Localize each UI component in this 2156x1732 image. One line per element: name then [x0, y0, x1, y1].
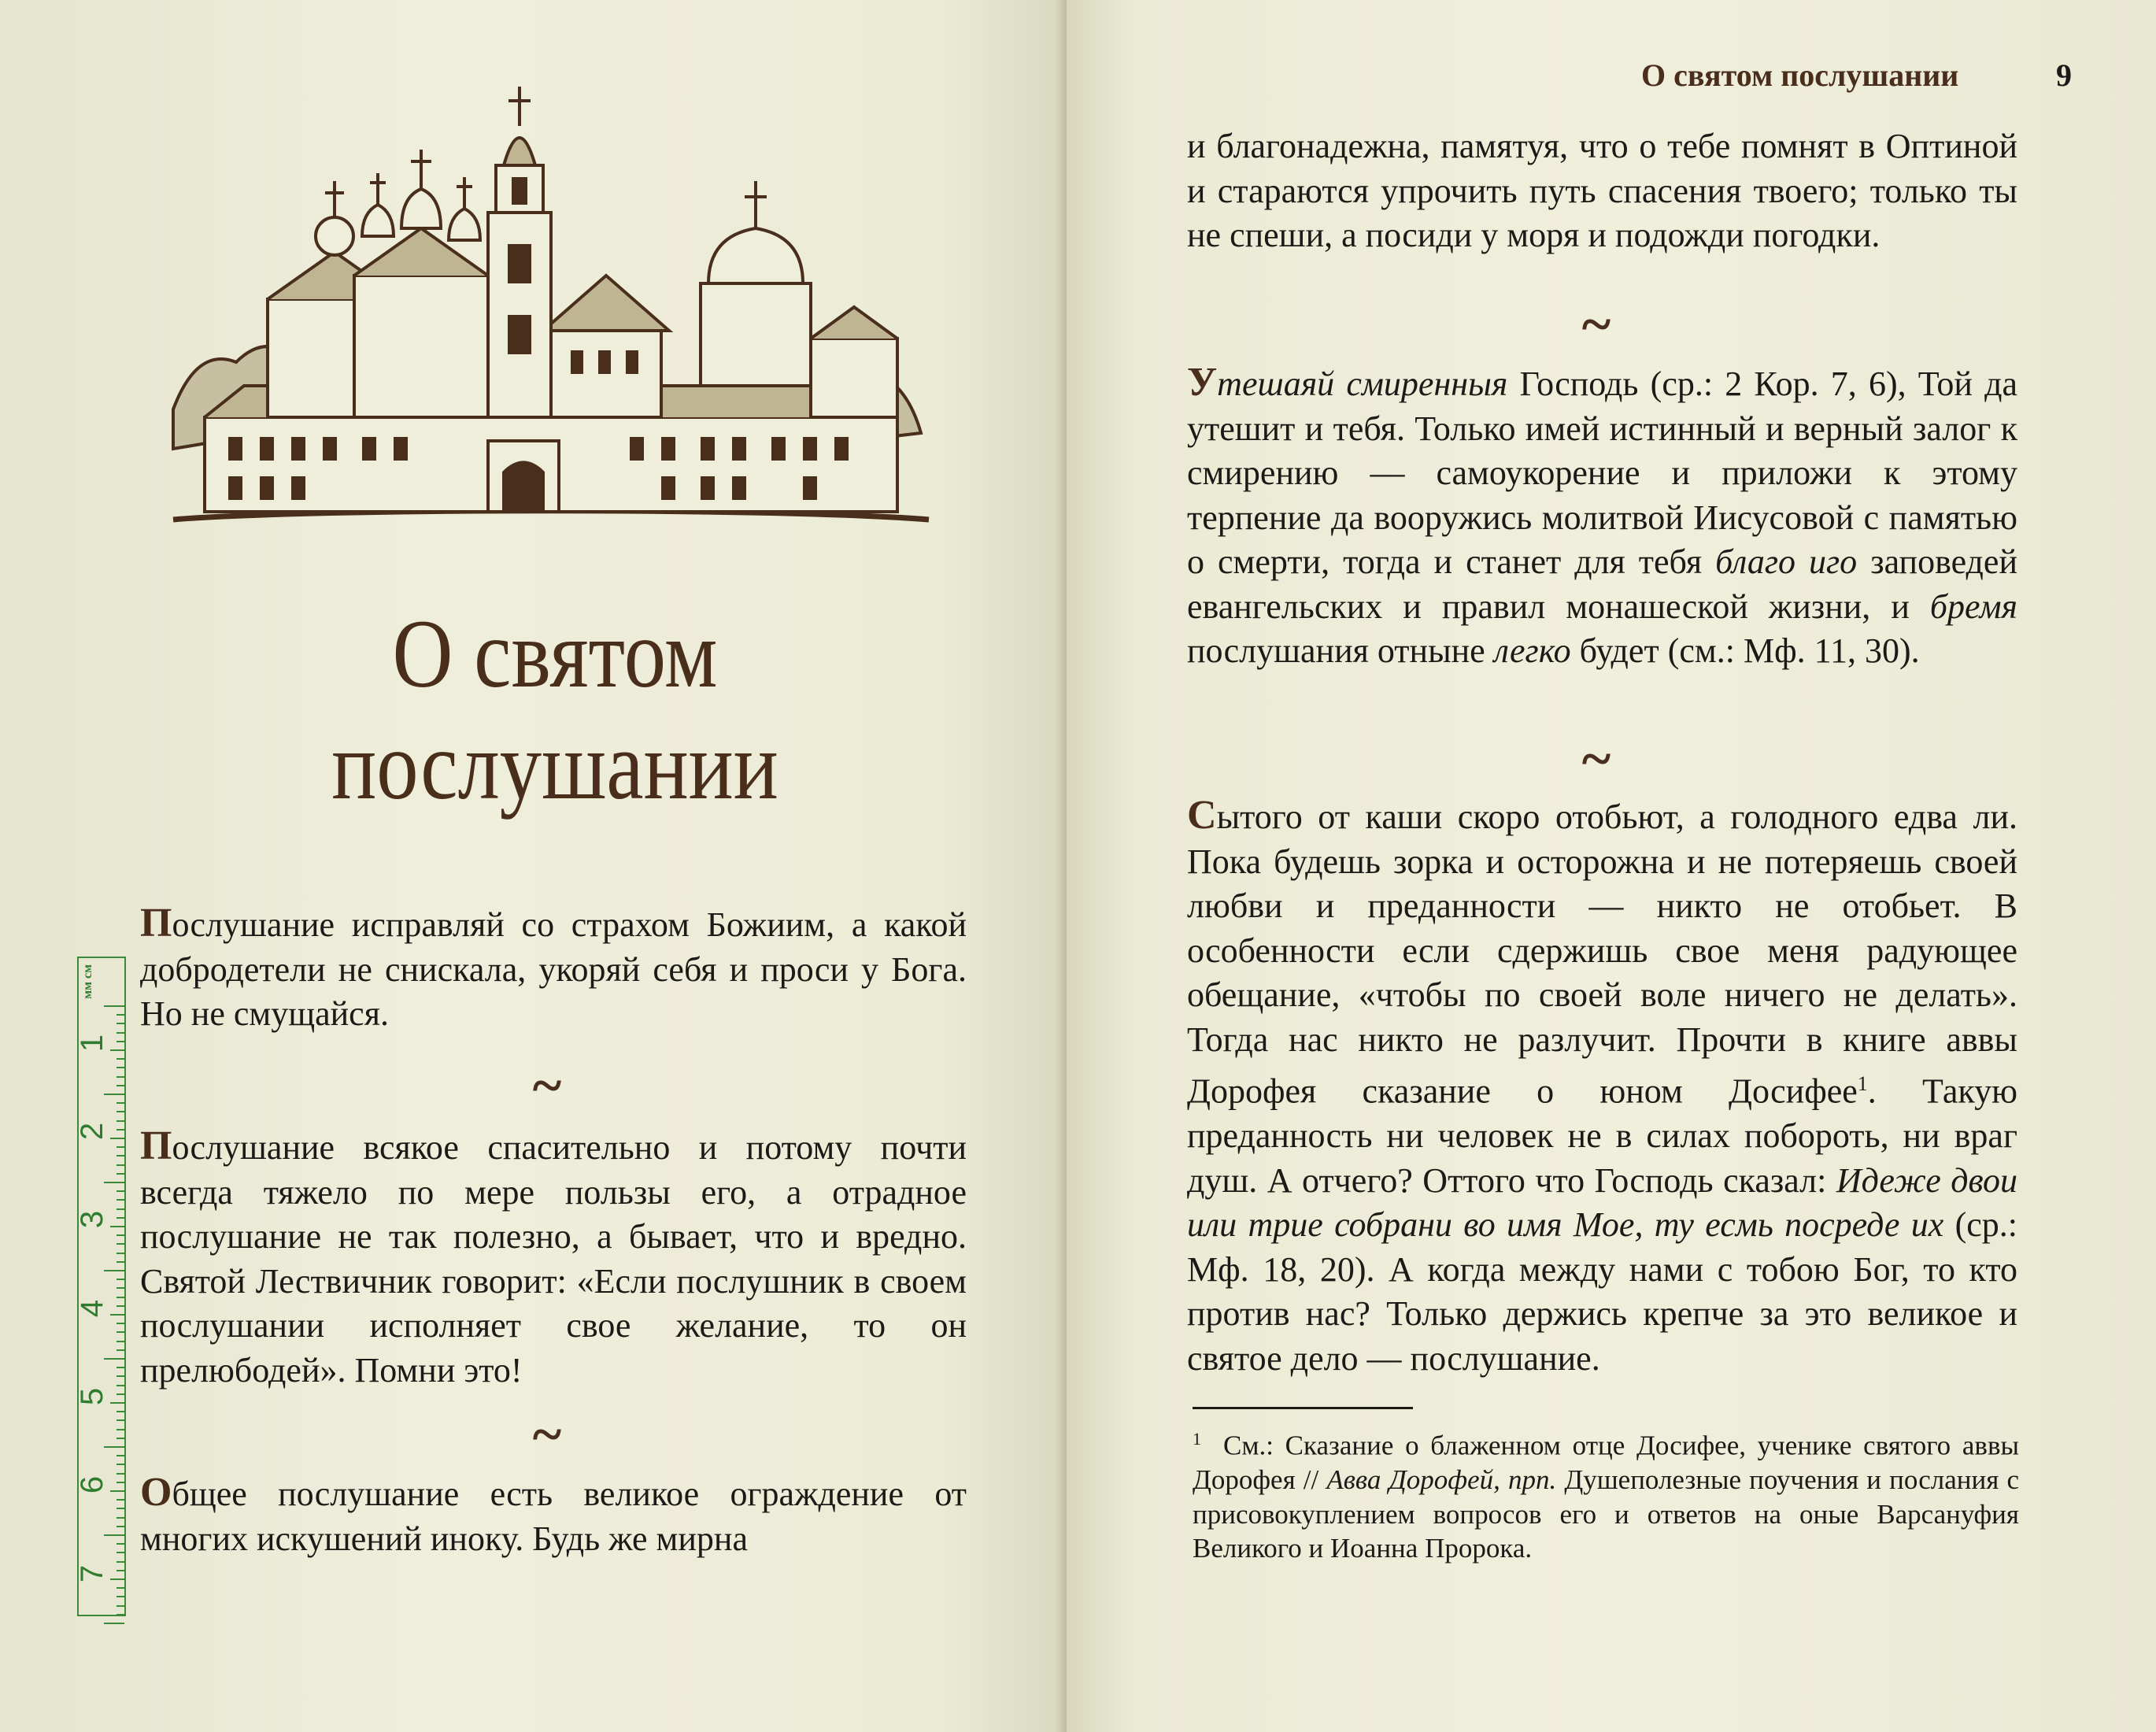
ruler-number: 4: [75, 1299, 110, 1318]
ruler-tick: [116, 1411, 124, 1412]
ruler-tick: [116, 1614, 124, 1615]
ruler-number: 5: [75, 1387, 110, 1406]
ruler-tick: [116, 1253, 124, 1254]
ruler-tick: [116, 1323, 124, 1324]
ruler-tick: [110, 1226, 124, 1227]
footnote: [1193, 1422, 2019, 1566]
separator-tilde: ~: [532, 1404, 562, 1465]
ruler-tick: [116, 1508, 124, 1509]
drop-initial: С: [1187, 793, 1217, 838]
ruler-number: 7: [75, 1564, 110, 1583]
ruler-tick: [104, 1358, 124, 1360]
ruler-tick: [116, 1385, 124, 1386]
ruler-tick: [110, 1138, 124, 1139]
italic-quote: тешаяй смиренныя: [1217, 365, 1508, 403]
ruler-tick: [116, 1041, 124, 1042]
ruler-tick: [116, 1146, 124, 1148]
ruler-tick: [110, 1402, 124, 1404]
paragraph-1: [140, 901, 967, 1037]
paragraph-5: [1187, 794, 2017, 1381]
drop-initial: У: [1187, 360, 1218, 405]
footnote-text: См.: Сказание о блаженном отце Досифее, ученике святого аввы Дорофея //: [1193, 1430, 2019, 1496]
ruler-tick: [116, 1482, 124, 1483]
ruler-tick: [116, 1102, 124, 1104]
paragraph-text: ослушание всякое спасительно и потому почти всегда тяжело по мере пользы его, а отрадное послушание не так полезно, а бывает, что и вредно. Святой Лествичник говорит: «Если послушник в своем послушании исполняет свое желание, то он прелюбодей». Помни это!: [140, 1128, 967, 1390]
ruler-tick: [110, 1490, 124, 1492]
running-title: О святом послушании: [1641, 57, 1959, 93]
ruler-tick: [104, 1534, 124, 1536]
ruler-tick: [116, 1349, 124, 1351]
ruler-tick: [116, 1429, 124, 1430]
ruler-tick: [116, 1305, 124, 1307]
paragraph-2: [140, 1124, 967, 1393]
ruler-tick: [116, 1561, 124, 1563]
ruler-tick: [116, 1234, 124, 1236]
paragraph-4: [1187, 361, 2017, 674]
paragraph-text: и благонадежна, памятуя, что о тебе помнят в Оптиной и стараются упрочить путь спасения твоего; только ты не спеши, а посиди у моря и подожди погодки.: [1187, 127, 2017, 254]
ruler-tick: [116, 1367, 124, 1368]
italic-quote: Идеже двои или трие собрани во имя Мое, ту есмь посреде их: [1187, 1160, 2017, 1245]
ruler-tick: [116, 1473, 124, 1475]
chapter-title-line-2: послушании: [331, 712, 778, 820]
footnote-rule: [1193, 1407, 1413, 1409]
ruler-tick: [104, 1182, 124, 1183]
ruler-tick: [116, 1552, 124, 1553]
ruler-tick: [116, 1208, 124, 1210]
paragraph-text: послушания отныне: [1187, 631, 1494, 670]
ruler-tick: [104, 1270, 124, 1271]
paragraph-text: ослушание исправляй со страхом Божиим, а какой добродетели не снискала, укоряй себя и проси у Бога. Но не смущайся.: [140, 905, 967, 1033]
ruler-tick: [116, 1058, 124, 1060]
page-number: 9: [2056, 57, 2072, 93]
monastery-illustration: [157, 79, 945, 535]
italic-quote: бремя: [1929, 587, 2017, 626]
ruler-tick: [104, 1094, 124, 1095]
drop-initial: П: [140, 901, 172, 946]
ruler-tick: [116, 1438, 124, 1439]
ruler-tick: [104, 1005, 124, 1007]
left-page: [0, 0, 1067, 1732]
separator-tilde: ~: [532, 1056, 562, 1116]
ruler-number: 6: [75, 1475, 110, 1494]
ruler-tick: [116, 1587, 124, 1589]
ruler-number: 3: [75, 1210, 110, 1229]
ruler-tick: [116, 1287, 124, 1289]
separator-tilde: ~: [1581, 294, 1611, 355]
ruler-tick: [116, 1375, 124, 1377]
ruler-tick: [116, 1517, 124, 1519]
ruler-tick: [116, 1023, 124, 1024]
ruler-tick: [116, 1419, 124, 1421]
ruler-tick: [116, 1085, 124, 1086]
ruler-tick: [116, 1596, 124, 1597]
ruler-tick: [116, 1261, 124, 1263]
ruler-tick: [116, 1526, 124, 1527]
paragraph-text: заповедей евангельских и правил монашеской жизни, и: [1187, 542, 2017, 626]
paragraph-text: бщее послушание есть великое ограждение от многих искушений иноку. Будь же мирна: [140, 1475, 967, 1558]
italic-quote: легко: [1493, 631, 1571, 670]
footnote-number: 1: [1193, 1429, 1201, 1449]
ruler-tick: [116, 1199, 124, 1201]
ruler-tick: [104, 1623, 124, 1624]
ruler-tick: [116, 1014, 124, 1016]
ruler-tick: [116, 1032, 124, 1034]
paragraph-text: ытого от каши скоро отобьют, а голодного едва ли. Пока будешь зорка и осторожна и не потеряешь своей любви и преданности — никто не отобьет. В особенности если сдержишь свое меня радующее обещание, «чтобы по своей воле ничего не делать». Тогда нас никто не разлучит. Прочти в книге аввы Дорофея сказание о юном Досифее: [1187, 798, 2017, 1111]
italic-quote: благо иго: [1715, 542, 1858, 581]
paragraph-continued: [1187, 124, 2017, 258]
ruler-tick: [116, 1570, 124, 1571]
ruler-tick: [110, 1314, 124, 1316]
ruler-tick: [116, 1173, 124, 1175]
ruler-tick: [116, 1155, 124, 1157]
paragraph-text: (ср.: Мф. 18, 20). А когда между нами с тобою Бог, то кто против нас? Только держись крепче за это великое и святое дело — послушание.: [1187, 1205, 2017, 1378]
ruler-number: 2: [75, 1122, 110, 1141]
ruler-tick: [116, 1455, 124, 1456]
ruler-tick: [110, 1049, 124, 1051]
ruler-tick: [116, 1331, 124, 1333]
ruler-unit-label: мм см: [81, 964, 94, 999]
ruler-number: 1: [75, 1034, 110, 1053]
paragraph-3: [140, 1471, 967, 1561]
ruler-tick: [116, 1605, 124, 1607]
drop-initial: О: [140, 1470, 172, 1515]
ruler-tick: [116, 1120, 124, 1122]
ruler-tick: [116, 1217, 124, 1219]
drop-initial: П: [140, 1123, 172, 1168]
ruler-tick: [116, 1111, 124, 1112]
ruler-tick: [116, 1393, 124, 1395]
paragraph-text: будет (см.: Мф. 11, 30).: [1570, 631, 1920, 670]
ruler-tick: [116, 1297, 124, 1298]
ruler-tick: [116, 1164, 124, 1166]
ruler-tick: [116, 1499, 124, 1501]
paragraph-text: . Такую преданность ни человек не в силах побороть, ни враг душ. А отчего? Оттого что Господь сказал:: [1187, 1071, 2017, 1200]
ruler-tick: [110, 1578, 124, 1580]
ruler-tick: [116, 1129, 124, 1131]
separator-tilde: ~: [1581, 729, 1611, 790]
ruler-tick: [116, 1279, 124, 1280]
ruler-tick: [116, 1464, 124, 1465]
footnote-italic: Авва Дорофей, прп.: [1326, 1464, 1557, 1496]
paragraph-text: Господь (ср.: 2 Кор. 7, 6), Той да утешит и тебя. Только имей истинный и верный залог к смирению — самоукорение и приложи к этому терпение да вооружись молитвой Иисусовой с памятью о смерти, тогда и станет для тебя: [1187, 365, 2017, 581]
ruler-tick: [116, 1067, 124, 1068]
footnote-mark[interactable]: 1: [1857, 1072, 1868, 1095]
ruler-tick: [116, 1341, 124, 1342]
ruler-tick: [116, 1243, 124, 1245]
ruler-tick: [104, 1446, 124, 1448]
measurement-ruler: [77, 957, 126, 1616]
chapter-title-line-1: О святом: [392, 600, 718, 708]
ruler-tick: [116, 1190, 124, 1192]
ruler-tick: [116, 1076, 124, 1078]
ruler-tick: [116, 1543, 124, 1545]
footnote-text: Душеполезные поучения и послания с присовокуплением вопросов его и ответов на оные Варсануфия Великого и Иоанна Пророка.: [1193, 1464, 2019, 1564]
chapter-title: [200, 598, 911, 822]
